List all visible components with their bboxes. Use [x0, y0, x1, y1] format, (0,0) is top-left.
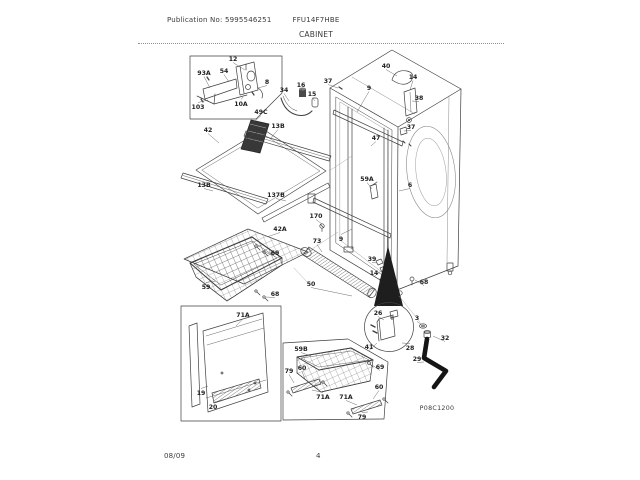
part-callout-38: 38	[414, 95, 424, 102]
leader-line	[386, 70, 397, 77]
part-callout-170: 170	[309, 213, 323, 220]
part-callout-42: 42	[203, 127, 213, 134]
header-rule	[138, 43, 504, 44]
leader-line	[208, 134, 219, 144]
diagram-code: P08C1200	[419, 405, 455, 412]
part-callout-54: 54	[219, 68, 229, 75]
part-callout-69: 69	[270, 250, 280, 257]
leader-line	[224, 75, 229, 83]
part-callout-37: 37	[323, 78, 333, 85]
part-callout-15: 15	[307, 91, 317, 98]
leader-line	[362, 412, 368, 413]
leader-line	[204, 77, 210, 89]
part-callout-71A: 71A	[316, 394, 330, 401]
footer-date: 08/09	[164, 452, 186, 460]
cabinet-body	[330, 50, 461, 295]
part-callout-50: 50	[306, 281, 316, 288]
leader-line	[357, 92, 369, 113]
leader-line	[289, 375, 294, 384]
part-callout-103: 103	[191, 104, 205, 111]
drain-tube-parts	[420, 324, 447, 387]
part-callout-47: 47	[371, 135, 381, 142]
part-callout-6: 6	[407, 182, 413, 189]
part-callout-20: 20	[208, 404, 218, 411]
part-callout-12: 12	[228, 56, 238, 63]
leader-line	[241, 97, 243, 100]
part-callout-40: 40	[381, 63, 391, 70]
part-callout-29: 29	[412, 356, 422, 363]
part-callout-79: 79	[284, 368, 294, 375]
part-callout-68: 68	[419, 279, 429, 286]
part-callout-49C: 49C	[254, 109, 268, 116]
part-callout-37: 37	[406, 124, 416, 131]
publication-number: Publication No: 5995546251	[167, 16, 272, 24]
part-callout-8: 8	[264, 79, 270, 86]
leader-line	[402, 343, 410, 344]
part-callout-137B: 137B	[267, 192, 285, 199]
part-callout-60: 60	[297, 365, 307, 372]
leader-line	[233, 63, 245, 71]
section-title: CABINET	[298, 30, 334, 39]
part-callout-10A: 10A	[234, 101, 248, 108]
panel-inset	[181, 306, 281, 421]
part-callout-59B: 59B	[294, 346, 308, 353]
part-callout-16: 16	[296, 82, 306, 89]
leader-line	[201, 386, 208, 389]
part-callout-42A: 42A	[273, 226, 287, 233]
leader-line	[371, 142, 376, 147]
leader-line	[316, 220, 322, 225]
part-callout-9: 9	[366, 85, 372, 92]
part-callout-14: 14	[408, 74, 418, 81]
leader-line	[346, 401, 357, 406]
part-callout-19: 19	[196, 390, 206, 397]
part-callout-41: 41	[364, 344, 374, 351]
heater-tube	[299, 246, 378, 300]
part-callout-68: 68	[270, 291, 280, 298]
leader-line	[373, 391, 379, 400]
part-callout-14: 14	[369, 270, 379, 277]
part-callout-79: 79	[357, 414, 367, 421]
model-number: FFU14F7HBE	[292, 16, 340, 24]
part-callout-3: 3	[414, 315, 420, 322]
part-callout-59: 59	[201, 284, 211, 291]
part-callout-32: 32	[440, 335, 450, 342]
part-callout-60: 60	[374, 384, 384, 391]
part-callout-13B: 13B	[197, 182, 211, 189]
leader-line	[341, 229, 352, 235]
footer-page-number: 4	[316, 452, 321, 460]
part-callout-9: 9	[338, 236, 344, 243]
part-callout-26: 26	[373, 310, 383, 317]
part-callout-13B: 13B	[271, 123, 285, 130]
part-callout-73: 73	[312, 238, 322, 245]
part-callout-71A: 71A	[236, 312, 250, 319]
leader-line	[328, 85, 338, 89]
part-callout-28: 28	[405, 345, 415, 352]
part-callout-93A: 93A	[197, 70, 211, 77]
leader-line	[267, 233, 280, 238]
part-callout-39: 39	[367, 256, 377, 263]
part-callout-69: 69	[375, 364, 385, 371]
leader-line	[311, 288, 352, 297]
part-callout-34: 34	[279, 87, 289, 94]
leader-line	[317, 245, 322, 253]
leader-line	[236, 319, 243, 327]
part-callout-71A: 71A	[339, 394, 353, 401]
part-callout-59A: 59A	[360, 176, 374, 183]
